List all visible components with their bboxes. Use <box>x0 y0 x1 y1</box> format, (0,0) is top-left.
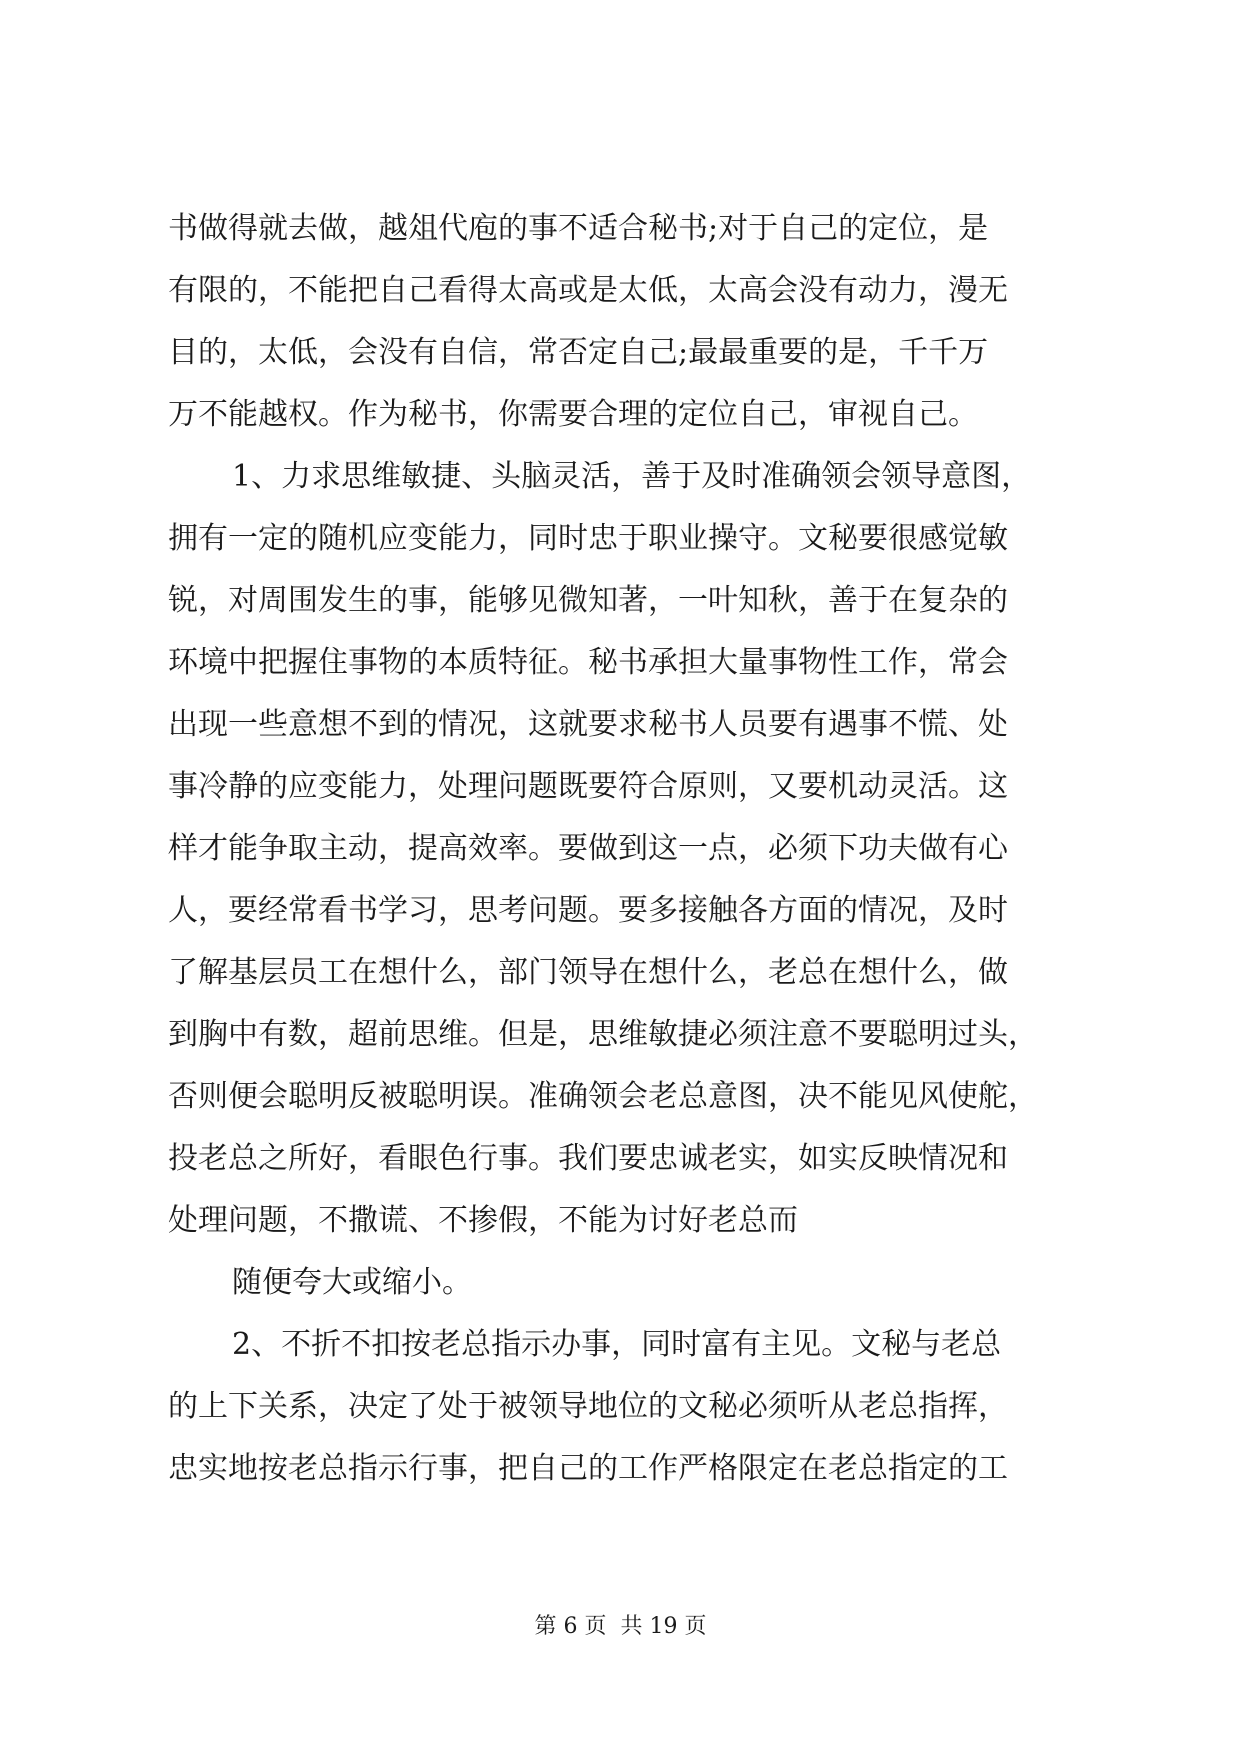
text-line-indented: 随便夸大或缩小。 <box>232 1265 472 1300</box>
text-line: 环境中把握住事物的本质特征。秘书承担大量事物性工作，常会 <box>168 645 1008 680</box>
text-line: 的上下关系，决定了处于被领导地位的文秘必须听从老总指挥， <box>168 1389 1008 1424</box>
text-line: 事冷静的应变能力，处理问题既要符合原则，又要机动灵活。这 <box>168 769 1008 804</box>
text-line: 到胸中有数，超前思维。但是，思维敏捷必须注意不要聪明过头， <box>168 1017 1038 1052</box>
text-line: 书做得就去做，越俎代庖的事不适合秘书;对于自己的定位，是 <box>168 211 989 246</box>
paragraph-1-start: 1、力求思维敏捷、头脑灵活，善于及时准确领会领导意图， <box>232 459 1032 494</box>
text-line: 处理问题，不撒谎、不掺假，不能为讨好老总而 <box>168 1203 798 1238</box>
text-line: 万不能越权。作为秘书，你需要合理的定位自己，审视自己。 <box>168 397 978 432</box>
text-line: 有限的，不能把自己看得太高或是太低，太高会没有动力，漫无 <box>168 273 1008 308</box>
text-line: 出现一些意想不到的情况，这就要求秘书人员要有遇事不慌、处 <box>168 707 1008 742</box>
text-line: 投老总之所好，看眼色行事。我们要忠诚老实，如实反映情况和 <box>168 1141 1008 1176</box>
page-number-footer: 第 6 页 共 19 页 <box>534 1614 707 1639</box>
text-line: 样才能争取主动，提高效率。要做到这一点，必须下功夫做有心 <box>168 831 1008 866</box>
text-line: 目的，太低，会没有自信，常否定自己;最最重要的是，千千万 <box>168 335 989 370</box>
text-line: 忠实地按老总指示行事，把自己的工作严格限定在老总指定的工 <box>168 1451 1008 1486</box>
text-line: 锐，对周围发生的事，能够见微知著，一叶知秋，善于在复杂的 <box>168 583 1008 618</box>
text-line: 否则便会聪明反被聪明误。准确领会老总意图，决不能见风使舵， <box>168 1079 1038 1114</box>
text-line: 人，要经常看书学习，思考问题。要多接触各方面的情况，及时 <box>168 893 1008 928</box>
paragraph-2-start: 2、不折不扣按老总指示办事，同时富有主见。文秘与老总 <box>232 1327 1002 1362</box>
text-line: 了解基层员工在想什么，部门领导在想什么，老总在想什么，做 <box>168 955 1008 990</box>
text-line: 拥有一定的随机应变能力，同时忠于职业操守。文秘要很感觉敏 <box>168 521 1008 556</box>
